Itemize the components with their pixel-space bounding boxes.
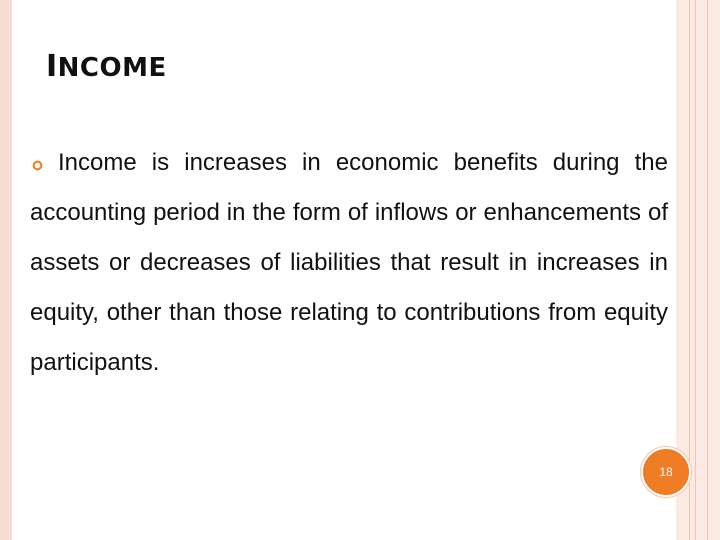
page-number-badge: 18 <box>641 447 691 497</box>
bullet-item <box>30 138 668 388</box>
bullet-text: Income is increases in economic benefits during the accounting period in the form of inflows or enhancements of assets or decreases of liabilities that result in increases in equity, other than those relating to contributions from equity participants. <box>30 149 668 376</box>
right-border-line <box>689 0 690 540</box>
left-border-decoration <box>0 0 12 540</box>
bullet-circle-icon <box>32 160 43 171</box>
slide-title <box>46 49 167 84</box>
slide-title-initial: I <box>46 49 58 84</box>
right-border-line <box>695 0 696 540</box>
slide-title-rest: NCOME <box>57 53 167 83</box>
right-border-line <box>707 0 708 540</box>
